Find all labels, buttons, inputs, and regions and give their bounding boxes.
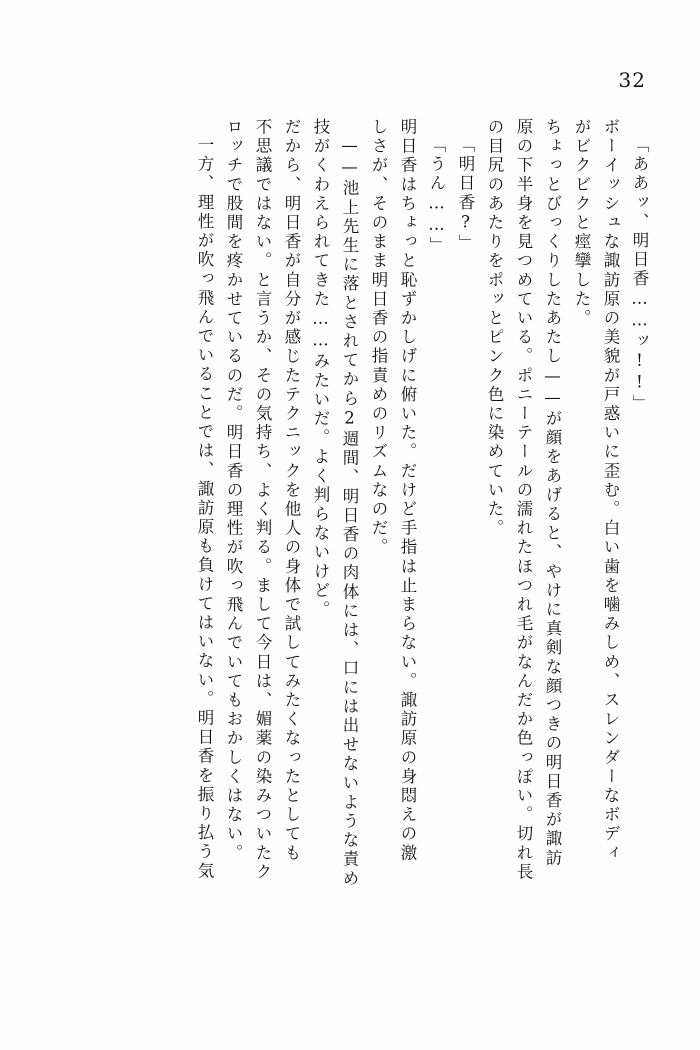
text-line: 「ああッ、明日香……ッ!!」	[630, 136, 649, 414]
text-line: ボーイッシュな諏訪原の美貌が戸惑いに歪む。白い歯を噛みしめ、スレンダーなボディ	[601, 118, 620, 863]
text-line: 「うん……」	[427, 136, 446, 256]
text-line: 不思議ではない。と言うか、その気持ち、よく判る。まして今日は、媚薬の染みついたク	[253, 118, 272, 882]
text-line: の目尻のあたりをポッとピンク色に染めていた。	[485, 118, 504, 539]
text-line: 明日香はちょっと恥ずかしげに俯いた。だけど手指は止まらない。諏訪原の身悶えの激	[398, 118, 417, 863]
vertical-text-body	[46, 118, 654, 1023]
text-line: ちょっとびっくりしたあたし——が顔をあげると、やけに真剣な顔つきの明日香が諏訪	[543, 118, 562, 868]
text-line: ロッチで股間を疼かせているのだ。明日香の理性が吹っ飛んでいてもおかしくはない。	[224, 118, 243, 863]
text-line: がビクビクと痙攣した。	[572, 118, 591, 329]
text-line: ——池上先生に落とされてから2週間、明日香の肉体には、口には出せないような責め	[340, 136, 359, 889]
text-line: 技がくわえられてきた……みたいだ。よく判らないけど。	[311, 118, 330, 620]
text-line: しさが、そのまま明日香の指責めのリズムなのだ。	[369, 118, 388, 558]
text-line: だから、明日香が自分が感じたテクニックを他人の身体で試してみたくなったとしても	[282, 118, 301, 863]
text-line: 原の下半身を見つめている。ポニーテールの濡れたほつれ毛がなんだか色っぽい。切れ長	[514, 118, 533, 882]
text-line: 「明日香?」	[456, 136, 475, 254]
text-line: 一方、理性が吹っ飛んでいることでは、諏訪原も負けてはいない。明日香を振り払う気	[195, 136, 214, 881]
page-number: 32	[618, 68, 646, 92]
